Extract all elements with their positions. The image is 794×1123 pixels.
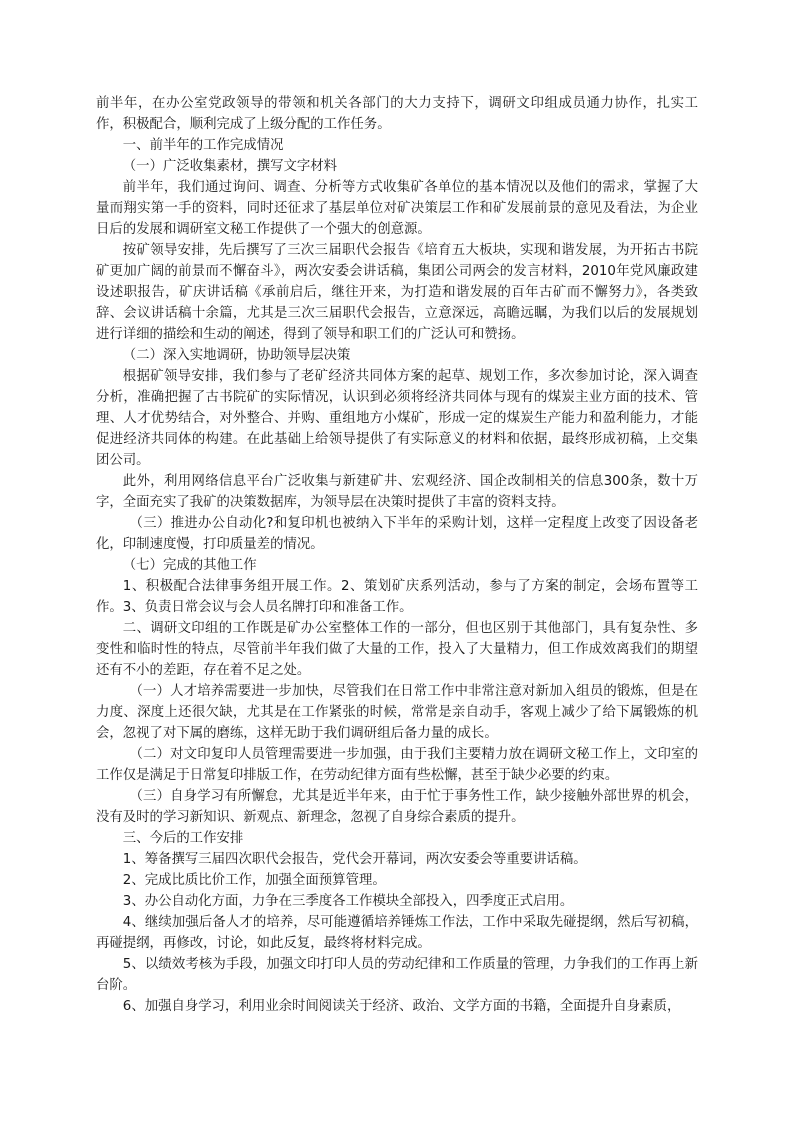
subsection-heading-1-7: （七）完成的其他工作 (122, 558, 257, 573)
subsection-paragraph-2-2: （二）对文印复印人员管理需要进一步加强，由于我们主要精力放在调研文秘工作上，文印室的工作仅是满足于日常复印排版工作，在劳动纪律方面有些松懈，甚至于缺少必要的约束。 (96, 747, 698, 783)
subsection-paragraph-2-1: （一）人才培养需要进一步加快，尽管我们在日常工作中非常注意对新加入组员的锻炼，但是在力度、深度上还很欠缺，尤其是在工作紧张的时候，常常是亲自动手，客观上减少了给下属锻炼的机会，忽视了对下属的磨练，这样无助于我们调研组后备力量的成长。 (96, 684, 698, 741)
body-paragraph: 1、积极配合法律事务组开展工作。2、策划矿庆系列活动，参与了方案的制定，会场布置等工作。3、负责日常会议与会人员名牌打印和准备工作。 (96, 579, 698, 615)
body-paragraph: 前半年，我们通过询问、调查、分析等方式收集矿各单位的基本情况以及他们的需求，掌握了大量而翔实第一手的资料，同时还征求了基层单位对矿决策层工作和矿发展前景的意见及看法，为企业日后的发展和调研室文秘工作提供了一个强大的创意源。 (96, 180, 698, 237)
section-heading-3: 三、今后的工作安排 (122, 831, 244, 846)
subsection-paragraph-2-3: （三）自身学习有所懈怠，尤其是近半年来，由于忙于事务性工作，缺少接触外部世界的机会，没有及时的学习新知识、新观点、新理念，忽视了自身综合素质的提升。 (96, 789, 698, 825)
document-body (96, 93, 698, 1017)
plan-item: 3、办公自动化方面，力争在三季度各工作模块全部投入，四季度正式启用。 (122, 894, 574, 909)
plan-item: 4、继续加强后备人才的培养，尽可能遵循培养锤炼工作法，工作中采取先碰提纲，然后写初稿，再碰提纲，再修改，讨论，如此反复，最终将材料完成。 (96, 915, 698, 951)
subsection-heading-1-1: （一）广泛收集素材，撰写文字材料 (122, 159, 338, 174)
section-paragraph-2: 二、调研文印组的工作既是矿办公室整体工作的一部分，但也区别于其他部门，具有复杂性、多变性和临时性的特点，尽管前半年我们做了大量的工作，投入了大量精力，但工作成效离我们的期望还有不小的差距，存在着不足之处。 (96, 621, 698, 678)
intro-paragraph: 前半年，在办公室党政领导的带领和机关各部门的大力支持下，调研文印组成员通力协作，扎实工作，积极配合，顺利完成了上级分配的工作任务。 (96, 96, 698, 132)
plan-item: 1、筹备撰写三届四次职代会报告，党代会开幕词，两次安委会等重要讲话稿。 (122, 852, 587, 867)
subsection-heading-1-2: （二）深入实地调研，协助领导层决策 (122, 348, 351, 363)
body-paragraph: 根据矿领导安排，我们参与了老矿经济共同体方案的起草、规划工作，多次参加讨论，深入调查分析，准确把握了古书院矿的实际情况，认识到必须将经济共同体与现有的煤炭主业方面的技术、管理、人才优势结合，对外整合、并购、重组地方小煤矿，形成一定的煤炭生产能力和盈利能力，才能促进经济共同体的构建。在此基础上给领导提供了有实际意义的材料和依据，最终形成初稿，上交集团公司。 (96, 369, 698, 468)
body-paragraph: 此外，利用网络信息平台广泛收集与新建矿井、宏观经济、国企改制相关的信息300条，数十万字，全面充实了我矿的决策数据库，为领导层在决策时提供了丰富的资料支持。 (96, 474, 698, 510)
section-heading-1: 一、前半年的工作完成情况 (122, 138, 284, 153)
plan-item: 6、加强自身学习，利用业余时间阅读关于经济、政治、文学方面的书籍，全面提升自身素质， (122, 999, 681, 1014)
body-paragraph: 按矿领导安排，先后撰写了三次三届职代会报告《培育五大板块，实现和谐发展，为开拓古书院矿更加广阔的前景而不懈奋斗》，两次安委会讲话稿，集团公司两会的发言材料，2010年党风廉政建设述职报告，矿庆讲话稿《承前启后，继往开来，为打造和谐发展的百年古矿而不懈努力》，各类致辞、会议讲话稿十余篇，尤其是三次三届职代会报告，立意深远，高瞻远瞩，为我们以后的发展规划进行详细的描绘和生动的阐述，得到了领导和职工们的广泛认可和赞扬。 (96, 243, 698, 342)
plan-item: 2、完成比质比价工作，加强全面预算管理。 (122, 873, 386, 888)
subsection-paragraph-1-3: （三）推进办公自动化?和复印机也被纳入下半年的采购计划，这样一定程度上改变了因设备老化，印制速度慢，打印质量差的情况。 (96, 516, 698, 552)
plan-item: 5、以绩效考核为手段，加强文印打印人员的劳动纪律和工作质量的管理，力争我们的工作再上新台阶。 (96, 957, 698, 993)
